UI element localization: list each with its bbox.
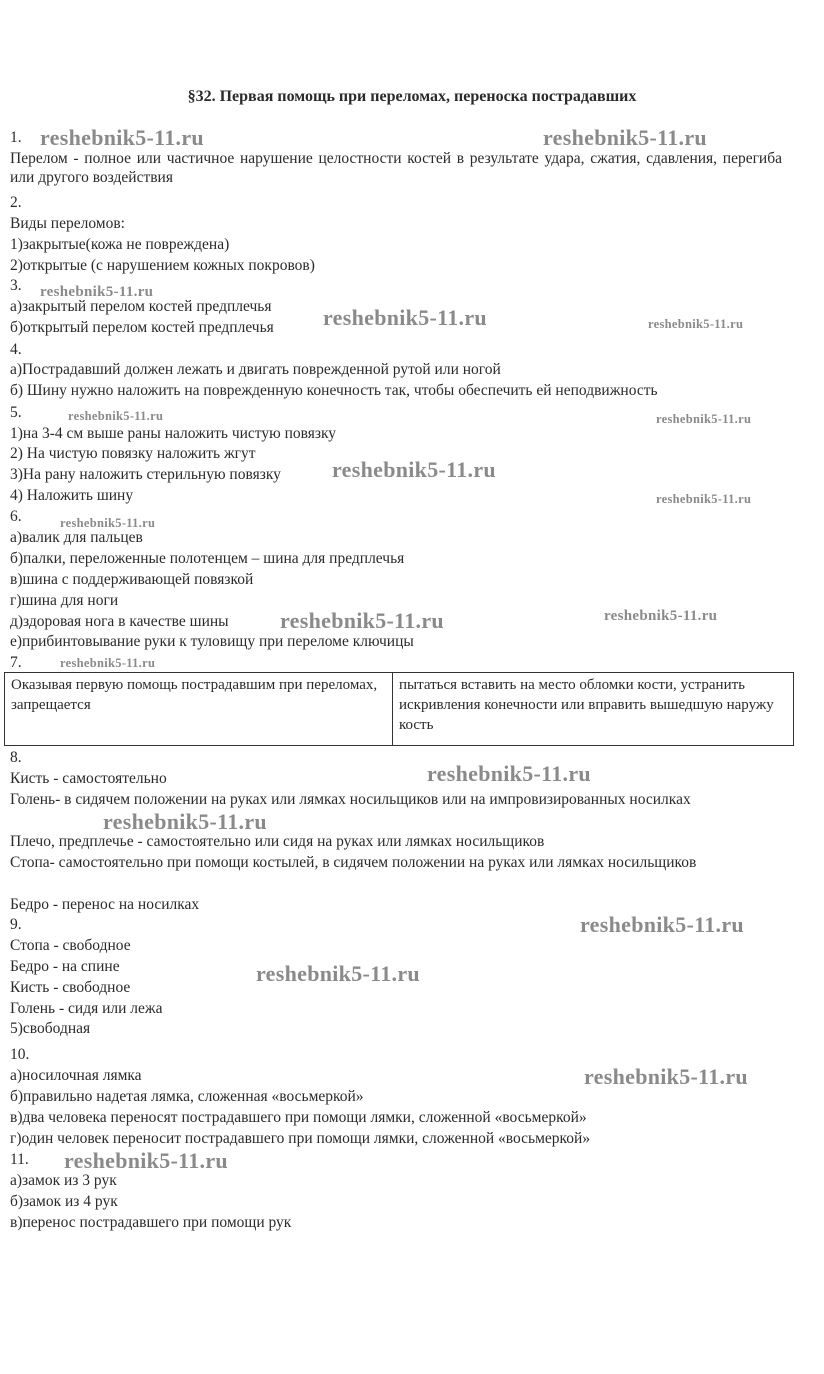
watermark-logo: reshebnik5-11.ru bbox=[68, 409, 164, 423]
q4-number: 4. bbox=[10, 341, 22, 358]
q6-number: 6. bbox=[10, 508, 22, 525]
watermark-logo: reshebnik5-11.ru bbox=[256, 961, 420, 986]
watermark-logo: reshebnik5-11.ru bbox=[427, 761, 591, 786]
q1-text: Перелом - полное или частичное нарушение целостности костей в результате удара, сжатия, сдавления, перегиба или другого воздействия bbox=[10, 150, 782, 186]
page-title: §32. Первая помощь при переломах, переноска пострадавших bbox=[187, 88, 637, 105]
watermark-logo: reshebnik5-11.ru bbox=[332, 457, 496, 482]
watermark-logo: reshebnik5-11.ru bbox=[40, 125, 204, 150]
q10-item-d: г)один человек переносит пострадавшего при помощи лямки, сложенной «восьмеркой» bbox=[10, 1130, 591, 1147]
q11-number: 11. bbox=[10, 1151, 29, 1168]
q7-table bbox=[4, 672, 794, 746]
q6-item-c: в)шина с поддерживающей повязкой bbox=[10, 571, 254, 588]
q2-number: 2. bbox=[10, 194, 22, 211]
watermark-logo: reshebnik5-11.ru bbox=[584, 1064, 748, 1089]
q10-number: 10. bbox=[10, 1046, 30, 1063]
q5-item-3: 3)На рану наложить стерильную повязку bbox=[10, 466, 281, 483]
q9-item-5: 5)свободная bbox=[10, 1020, 91, 1037]
watermark-logo: reshebnik5-11.ru bbox=[648, 317, 744, 331]
q2-item-1: 1)закрытые(кожа не повреждена) bbox=[10, 236, 230, 253]
watermark-logo: reshebnik5-11.ru bbox=[60, 516, 156, 530]
watermark-logo: reshebnik5-11.ru bbox=[40, 284, 154, 300]
q11-item-a: а)замок из 3 рук bbox=[10, 1172, 117, 1189]
q9-number: 9. bbox=[10, 916, 22, 933]
q11-item-b: б)замок из 4 рук bbox=[10, 1193, 118, 1210]
q9-item-3: Кисть - свободное bbox=[10, 979, 131, 996]
watermark-logo: reshebnik5-11.ru bbox=[60, 656, 156, 670]
q5-item-4: 4) Наложить шину bbox=[10, 487, 134, 504]
q8-item-2: Голень- в сидячем положении на руках или лямках носильщиков или на импровизированных носилках bbox=[10, 791, 691, 808]
q3-item-b: б)открытый перелом костей предплечья bbox=[10, 319, 274, 336]
watermark-logo: reshebnik5-11.ru bbox=[323, 305, 487, 330]
q8-item-5: Бедро - перенос на носилках bbox=[10, 896, 200, 913]
watermark-logo: reshebnik5-11.ru bbox=[656, 492, 752, 506]
q6-item-a: а)валик для пальцев bbox=[10, 529, 143, 546]
q9-item-4: Голень - сидя или лежа bbox=[10, 1000, 163, 1017]
q11-item-c: в)перенос пострадавшего при помощи рук bbox=[10, 1214, 292, 1231]
watermark-logo: reshebnik5-11.ru bbox=[656, 412, 752, 426]
q9-item-2: Бедро - на спине bbox=[10, 958, 120, 975]
q6-item-b: б)палки, переложенные полотенцем – шина для предплечья bbox=[10, 550, 405, 567]
watermark-logo: reshebnik5-11.ru bbox=[604, 608, 718, 624]
watermark-logo: reshebnik5-11.ru bbox=[280, 608, 444, 633]
q1-number: 1. bbox=[10, 129, 22, 146]
q10-item-c: в)два человека переносят пострадавшего при помощи лямки, сложенной «восьмеркой» bbox=[10, 1109, 587, 1126]
watermark-logo: reshebnik5-11.ru bbox=[103, 809, 267, 834]
watermark-logo: reshebnik5-11.ru bbox=[64, 1148, 228, 1173]
q3-item-a: а)закрытый перелом костей предплечья bbox=[10, 298, 272, 315]
q6-item-d: г)шина для ноги bbox=[10, 592, 119, 609]
watermark-logo: reshebnik5-11.ru bbox=[580, 912, 744, 937]
q7-left-cell: Оказывая первую помощь пострадавшим при переломах, запрещается bbox=[5, 673, 393, 746]
q6-item-e: д)здоровая нога в качестве шины bbox=[10, 613, 229, 630]
q2-item-2: 2)открытые (с нарушением кожных покровов) bbox=[10, 257, 315, 274]
q5-number: 5. bbox=[10, 404, 22, 421]
q7-right-cell: пытаться вставить на место обломки кости, устранить искривления конечности или вправить вышедшую наружу кость bbox=[393, 673, 794, 746]
q3-number: 3. bbox=[10, 277, 22, 294]
q8-item-1: Кисть - самостоятельно bbox=[10, 770, 167, 787]
q4-item-b: б) Шину нужно наложить на поврежденную конечность так, чтобы обеспечить ей неподвижность bbox=[10, 382, 658, 399]
q8-item-4: Стопа- самостоятельно при помощи костылей, в сидячем положении на руках или лямках носильщиков bbox=[10, 854, 697, 871]
q5-item-1: 1)на 3-4 см выше раны наложить чистую повязку bbox=[10, 425, 337, 442]
q9-item-1: Стопа - свободное bbox=[10, 937, 131, 954]
q8-number: 8. bbox=[10, 749, 22, 766]
q2-heading: Виды переломов: bbox=[10, 215, 125, 232]
q7-number: 7. bbox=[10, 654, 22, 671]
q8-item-3: Плечо, предплечье - самостоятельно или сидя на руках или лямках носильщиков bbox=[10, 833, 545, 850]
watermark-logo: reshebnik5-11.ru bbox=[543, 125, 707, 150]
q4-item-a: а)Пострадавший должен лежать и двигать поврежденной рутой или ногой bbox=[10, 361, 501, 378]
q10-item-b: б)правильно надетая лямка, сложенная «восьмеркой» bbox=[10, 1088, 364, 1105]
q6-item-f: е)прибинтовывание руки к туловищу при переломе ключицы bbox=[10, 633, 414, 650]
q10-item-a: а)носилочная лямка bbox=[10, 1067, 142, 1084]
q5-item-2: 2) На чистую повязку наложить жгут bbox=[10, 445, 256, 462]
